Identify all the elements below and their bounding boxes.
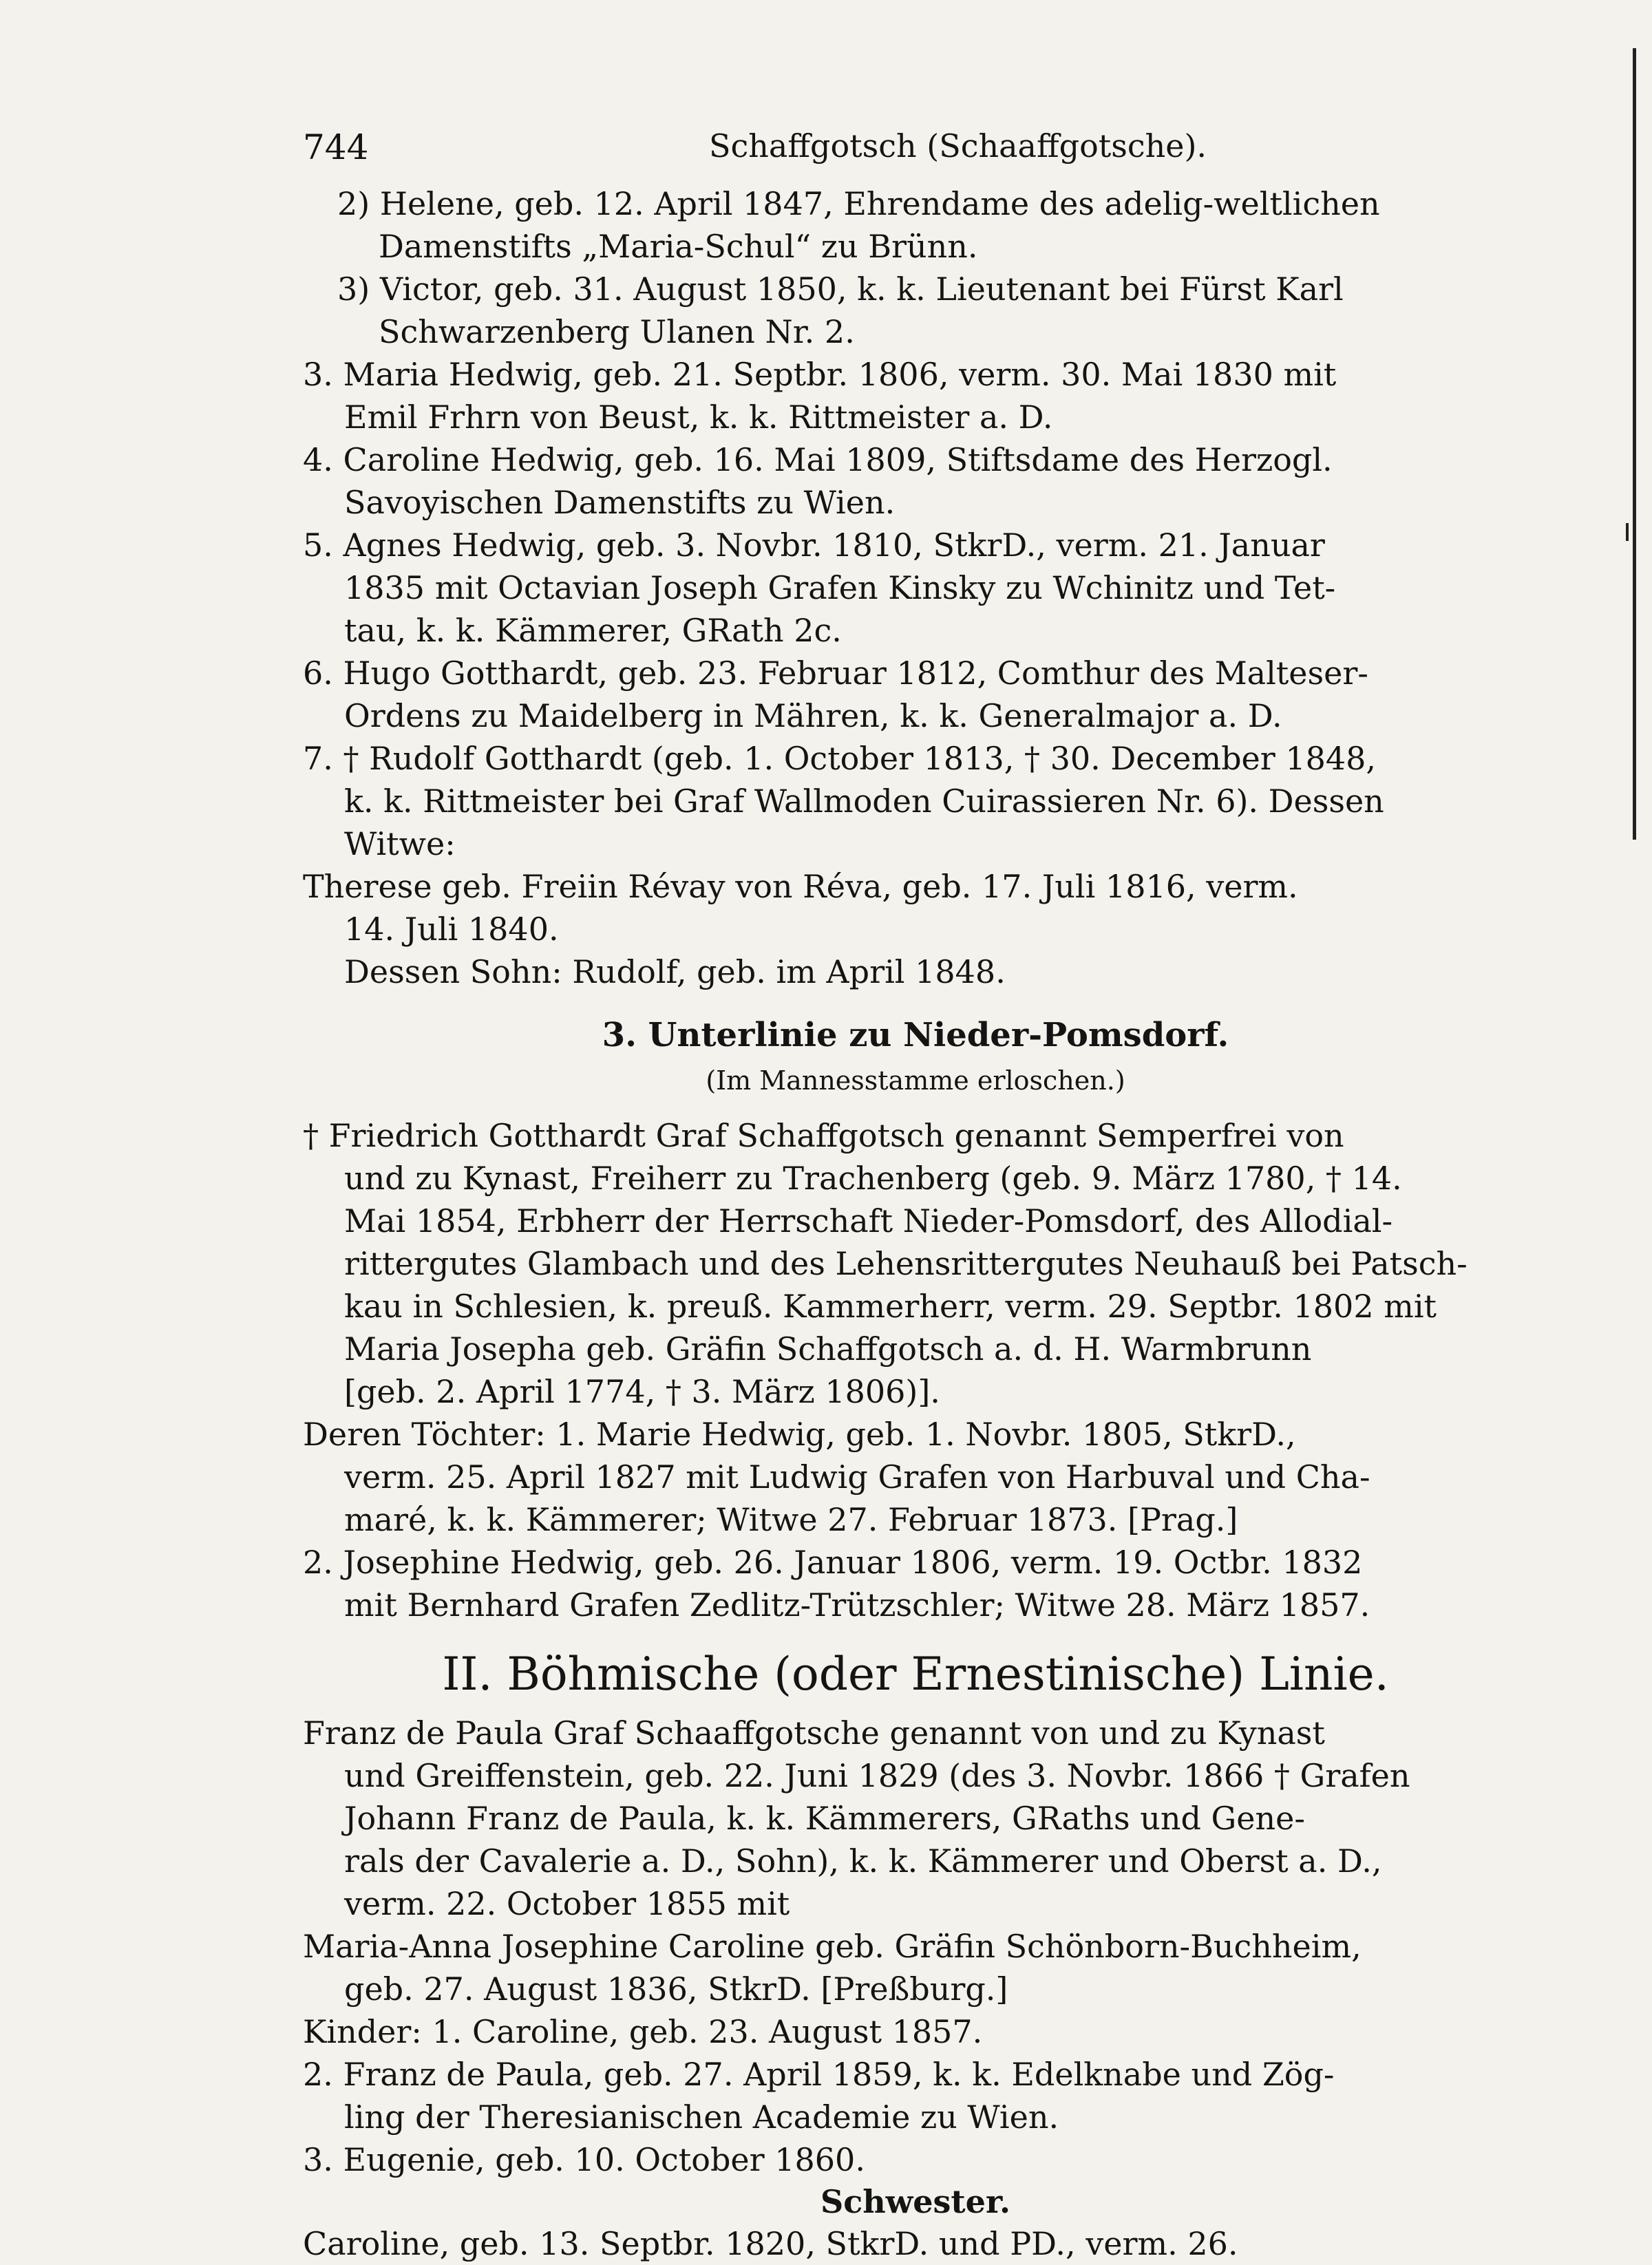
section-heading-boehmische-linie: II. Böhmische (oder Ernestinische) Linie. (442, 1648, 1389, 1701)
entry-therese: Therese geb. Freiin Révay von Réva, geb. 17. Juli 1816, verm. (303, 868, 1298, 905)
running-title: Schaffgotsch (Schaaffgotsche). (709, 127, 1207, 164)
entry-victor-cont: Schwarzenberg Ulanen Nr. 2. (379, 313, 855, 350)
entry-friedrich-gotthardt-cont: Mai 1854, Erbherr der Herrschaft Nieder-Pomsdorf, des Allodial- (344, 1202, 1393, 1240)
page-header (303, 120, 1528, 182)
entry-franz-de-paula-cont: und Greiffenstein, geb. 22. Juni 1829 (des 3. Novbr. 1866 † Grafen (344, 1757, 1410, 1794)
entry-therese-cont: 14. Juli 1840. (344, 911, 559, 948)
scan-edge-line (1633, 48, 1636, 840)
entry-friedrich-gotthardt: † Friedrich Gotthardt Graf Schaffgotsch genannt Semperfrei von (303, 1117, 1344, 1154)
document-page (303, 120, 1528, 2265)
entry-daughters-cont: verm. 25. April 1827 mit Ludwig Grafen von Harbuval und Cha- (344, 1458, 1370, 1496)
entry-rudolf-gotthardt: 7. † Rudolf Gotthardt (geb. 1. October 1813, † 30. December 1848, (303, 740, 1377, 777)
entry-friedrich-gotthardt-cont: [geb. 2. April 1774, † 3. März 1806)]. (344, 1373, 940, 1410)
entry-maria-anna-cont: geb. 27. August 1836, StkrD. [Preßburg.] (344, 1970, 1008, 2008)
entry-maria-hedwig-cont: Emil Frhrn von Beust, k. k. Rittmeister a. D. (344, 398, 1053, 436)
entry-caroline-hedwig: 4. Caroline Hedwig, geb. 16. Mai 1809, Stiftsdame des Herzogl. (303, 441, 1333, 478)
entry-hugo-gotthardt: 6. Hugo Gotthardt, geb. 23. Februar 1812, Comthur des Malteser- (303, 655, 1368, 692)
entry-agnes-hedwig: 5. Agnes Hedwig, geb. 3. Novbr. 1810, StkrD., verm. 21. Januar (303, 527, 1325, 564)
entry-josephine-hedwig: 2. Josephine Hedwig, geb. 26. Januar 1806, verm. 19. Octbr. 1832 (303, 1544, 1363, 1581)
entry-victor: 3) Victor, geb. 31. August 1850, k. k. Lieutenant bei Fürst Karl (337, 270, 1344, 308)
entry-franz-de-paula-cont: verm. 22. October 1855 mit (344, 1885, 790, 1922)
entry-rudolf-gotthardt-cont: Witwe: (344, 825, 456, 862)
entry-maria-hedwig: 3. Maria Hedwig, geb. 21. Septbr. 1806, verm. 30. Mai 1830 mit (303, 356, 1337, 393)
entry-rudolf-gotthardt-cont: k. k. Rittmeister bei Graf Wallmoden Cuirassieren Nr. 6). Dessen (344, 783, 1384, 820)
section-subheading: (Im Mannesstamme erloschen.) (706, 1065, 1125, 1096)
entry-hugo-gotthardt-cont: Ordens zu Maidelberg in Mähren, k. k. Generalmajor a. D. (344, 697, 1282, 734)
entry-franz-son-cont: ling der Theresianischen Academie zu Wien. (344, 2098, 1059, 2136)
entry-maria-anna: Maria-Anna Josephine Caroline geb. Gräfin Schönborn-Buchheim, (303, 1928, 1362, 1965)
entry-franz-de-paula-cont: rals der Cavalerie a. D., Sohn), k. k. Kämmerer und Oberst a. D., (344, 1842, 1382, 1880)
entry-friedrich-gotthardt-cont: Maria Josepha geb. Gräfin Schaffgotsch a. d. H. Warmbrunn (344, 1330, 1312, 1368)
page-number: 744 (303, 127, 369, 167)
entry-josephine-hedwig-cont: mit Bernhard Grafen Zedlitz-Trützschler; Witwe 28. März 1857. (344, 1586, 1370, 1624)
section-heading-nieder-pomsdorf: 3. Unterlinie zu Nieder-Pomsdorf. (602, 1016, 1229, 1054)
entry-daughters: Deren Töchter: 1. Marie Hedwig, geb. 1. Novbr. 1805, StkrD., (303, 1416, 1296, 1453)
entry-friedrich-gotthardt-cont: und zu Kynast, Freiherr zu Trachenberg (geb. 9. März 1780, † 14. (344, 1160, 1402, 1197)
entry-franz-son: 2. Franz de Paula, geb. 27. April 1859, k. k. Edelknabe und Zög- (303, 2056, 1335, 2093)
scan-edge-tick (1626, 523, 1629, 541)
entry-agnes-hedwig-cont: tau, k. k. Kämmerer, GRath 2c. (344, 612, 842, 649)
subsection-heading-schwester: Schwester. (820, 2183, 1010, 2220)
entry-eugenie: 3. Eugenie, geb. 10. October 1860. (303, 2141, 865, 2178)
entry-helene-cont: Damenstifts „Maria-Schul“ zu Brünn. (379, 228, 978, 265)
entry-friedrich-gotthardt-cont: rittergutes Glambach und des Lehensrittergutes Neuhauß bei Patsch- (344, 1245, 1468, 1282)
entry-franz-de-paula-cont: Johann Franz de Paula, k. k. Kämmerers, GRaths und Gene- (344, 1800, 1305, 1837)
entry-friedrich-gotthardt-cont: kau in Schlesien, k. preuß. Kammerherr, verm. 29. Septbr. 1802 mit (344, 1288, 1437, 1325)
entry-franz-de-paula: Franz de Paula Graf Schaaffgotsche genannt von und zu Kynast (303, 1714, 1325, 1752)
entry-children: Kinder: 1. Caroline, geb. 23. August 1857. (303, 2013, 983, 2050)
entry-caroline-sister: Caroline, geb. 13. Septbr. 1820, StkrD. und PD., verm. 26. (303, 2225, 1238, 2262)
entry-son-rudolf: Dessen Sohn: Rudolf, geb. im April 1848. (344, 953, 1006, 990)
entry-daughters-cont: maré, k. k. Kämmerer; Witwe 27. Februar 1873. [Prag.] (344, 1501, 1238, 1538)
entry-agnes-hedwig-cont: 1835 mit Octavian Joseph Grafen Kinsky zu Wchinitz und Tet- (344, 569, 1336, 606)
entry-helene: 2) Helene, geb. 12. April 1847, Ehrendame des adelig-weltlichen (337, 185, 1380, 222)
entry-caroline-hedwig-cont: Savoyischen Damenstifts zu Wien. (344, 484, 896, 521)
